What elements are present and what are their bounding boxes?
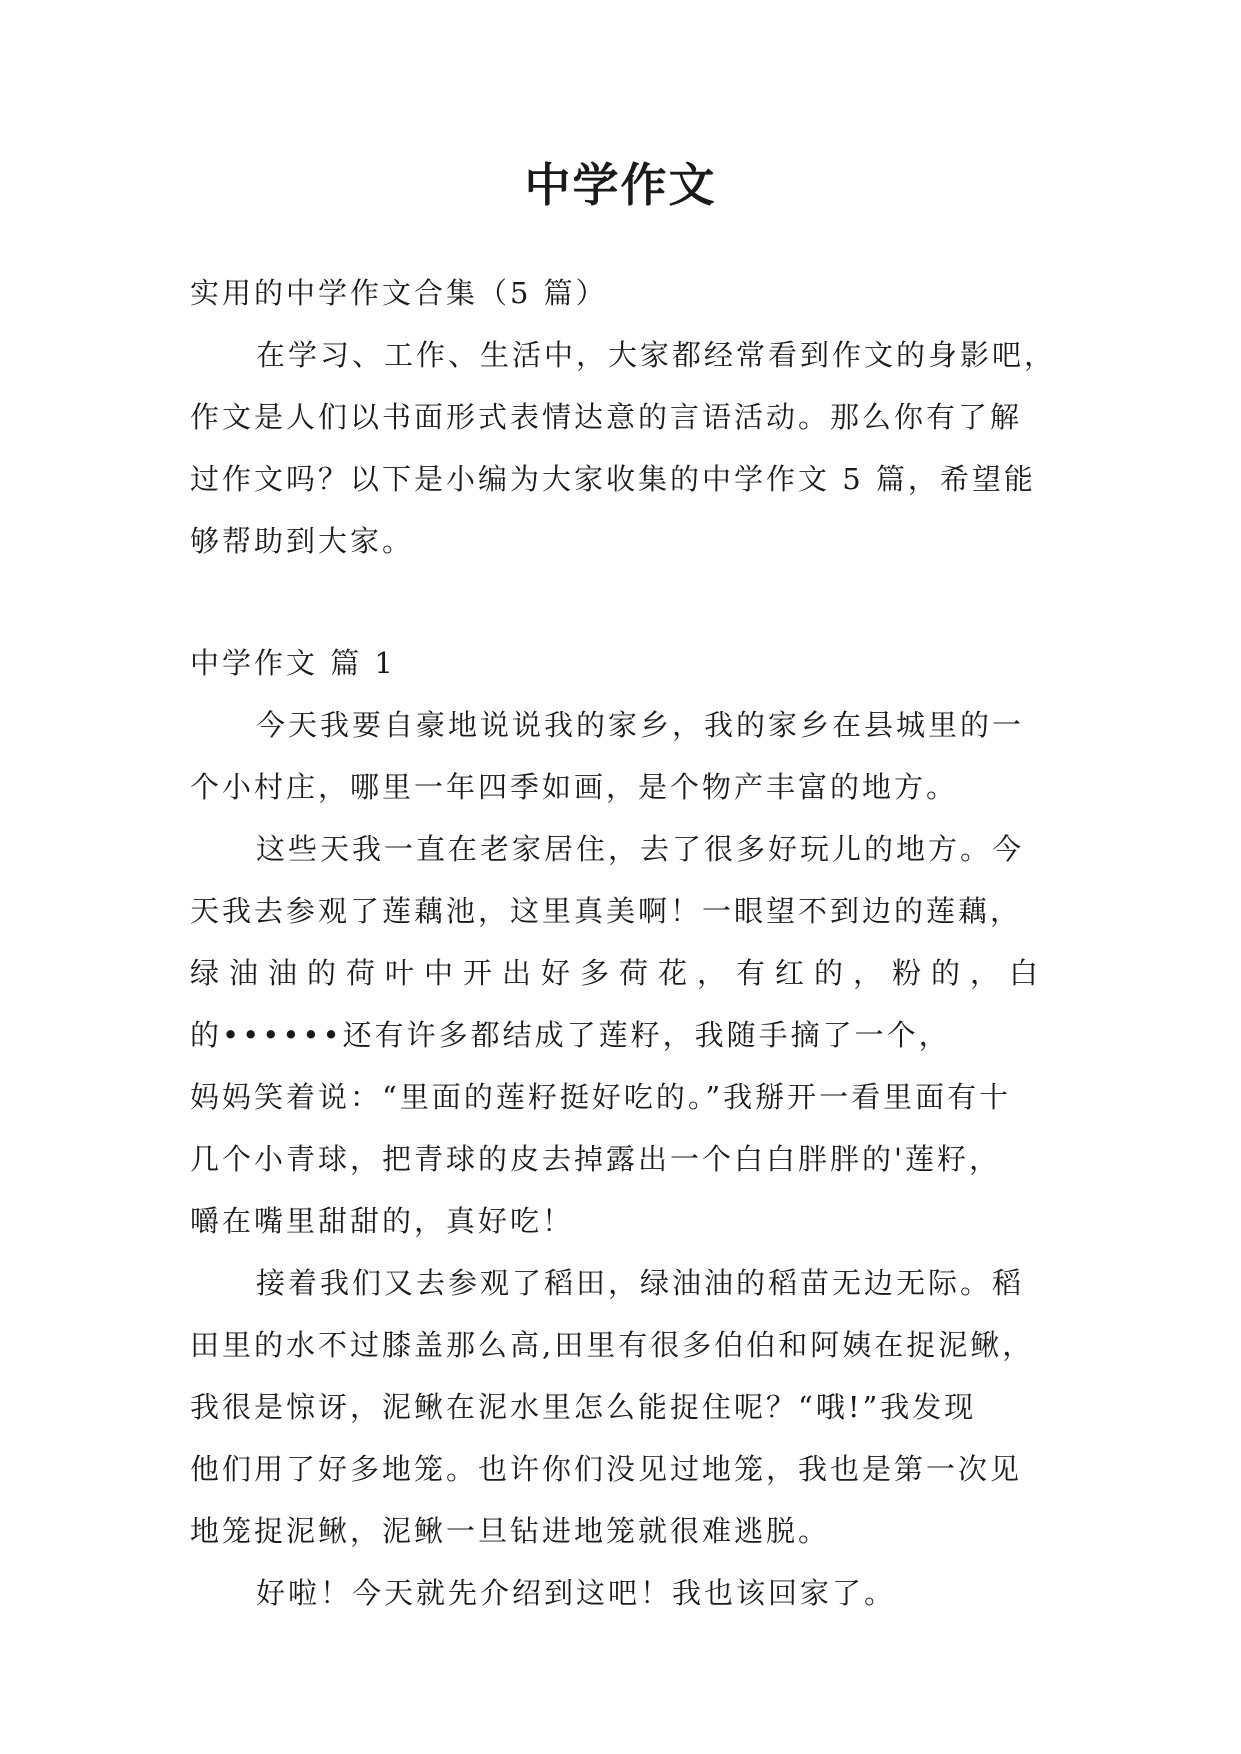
paragraph-3 (190, 1252, 1070, 1562)
section-heading: 中学作文 篇 1 (190, 646, 396, 680)
intro-line: 过作文吗？以下是小编为大家收集的中学作文 5 篇，希望能 (190, 462, 1036, 496)
paragraph-line: 好啦！今天就先介绍到这吧！我也该回家了。 (256, 1576, 897, 1610)
paragraph-line: 田里的水不过膝盖那么高,田里有很多伯伯和阿姨在捉泥鳅， (190, 1328, 1035, 1362)
intro-line: 作文是人们以书面形式表情达意的言语活动。那么你有了解 (190, 400, 1023, 434)
paragraph-4 (190, 1562, 1070, 1624)
paragraph-line: 妈妈笑着说：“里面的莲籽挺好吃的。”我掰开一看里面有十 (190, 1080, 1012, 1114)
collection-title: 实用的中学作文合集（5 篇） (190, 276, 608, 310)
paragraph-line: 个小村庄，哪里一年四季如画，是个物产丰富的地方。 (190, 770, 959, 804)
paragraph-line: 的••••••还有许多都结成了莲籽，我随手摘了一个， (190, 1018, 951, 1052)
section-spacer (190, 572, 1070, 632)
paragraph-line: 他们用了好多地笼。也许你们没见过地笼，我也是第一次见 (190, 1452, 1023, 1486)
intro-line: 够帮助到大家。 (190, 524, 415, 558)
paragraph-line: 天我去参观了莲藕池，这里真美啊！一眼望不到边的莲藕， (190, 894, 1023, 928)
paragraph-line: 这些天我一直在老家居住，去了很多好玩儿的地方。今 (256, 832, 1025, 866)
paragraph-line: 接着我们又去参观了稻田，绿油油的稻苗无边无际。稻 (256, 1266, 1025, 1300)
document-title: 中学作文 (524, 158, 717, 212)
paragraph-1 (190, 694, 1070, 818)
intro-paragraph (190, 324, 1070, 572)
document-body (190, 262, 1070, 1624)
paragraph-line: 几个小青球，把青球的皮去掉露出一个白白胖胖的'莲籽， (190, 1142, 1001, 1176)
paragraph-line: 今天我要自豪地说说我的家乡，我的家乡在县城里的一 (256, 708, 1025, 742)
paragraph-2 (190, 818, 1070, 1252)
paragraph-line: 我很是惊讶，泥鳅在泥水里怎么能捉住呢？“哦!”我发现 (190, 1390, 977, 1424)
paragraph-line: 嚼在嘴里甜甜的，真好吃！ (190, 1204, 575, 1238)
paragraph-line: 绿油油的荷叶中开出好多荷花，有红的，粉的，白 (190, 956, 1049, 990)
intro-line: 在学习、工作、生活中，大家都经常看到作文的身影吧， (256, 338, 1057, 372)
paragraph-line: 地笼捉泥鳅，泥鳅一旦钻进地笼就很难逃脱。 (190, 1514, 831, 1548)
